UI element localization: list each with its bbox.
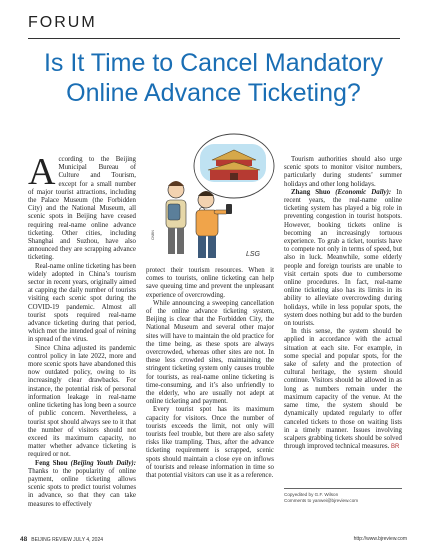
- headline-line-1: Is It Time to Cancel Mandatory: [43, 49, 384, 77]
- comments-contact[interactable]: Comments to yanwei@bjreview.com: [284, 498, 359, 503]
- section-label: FORUM: [28, 14, 97, 31]
- illustration-side-credit: CNBN: [151, 230, 155, 240]
- article-column-2: [146, 267, 274, 480]
- artist-signature: LSG: [246, 251, 261, 258]
- paragraph: protect their tourism resources. When it comes to tourists, online ticketing can help save queuing time and prevent the unpleasant experience of overcrowding.: [146, 267, 274, 299]
- headline-line-2: Online Advance Ticketing?: [66, 79, 361, 107]
- end-mark: BR: [390, 444, 400, 451]
- page-number: 48: [20, 536, 28, 543]
- paragraph: Since China adjusted its pandemic control policy in late 2022, more and more scenic spots have abandoned this now outdated policy, owing to its increasingly clear drawbacks. For instance, the potential risk of personal information leakage in real-name online ticketing has long been a source of public concern. Nevertheless, a tourist spot should always see to it that the number of visitors should not exceed its maximum capacity, no matter whether advance ticketing is required or not.: [28, 344, 136, 459]
- paragraph: [28, 460, 136, 509]
- page-footer: [20, 534, 407, 546]
- copyeditor-credit: Copyedited by G.F. Wilson: [284, 492, 339, 497]
- paragraph: [284, 328, 402, 451]
- drop-cap: A: [28, 151, 56, 193]
- paragraph: Real-name online ticketing has been widely adopted in China’s tourism sector in recent years, originally aimed at capping the daily number of tourists visiting each scenic spot during the COVID-19 pandemic. Almost all tourist spots required real-name advance ticketing during that period, which met the intended goal of reining in spread of the virus.: [28, 262, 136, 344]
- cartoon-illustration: [146, 130, 276, 266]
- commentator-name: Zhang Shuo (Economic Daily):: [291, 188, 392, 196]
- website-link[interactable]: http://www.bjreview.com: [353, 536, 407, 542]
- paragraph-text: In this sense, the system should be applied in accordance with the actual situation at each site. For example, in some special and popular spots, for the sake of safety and the protection of cultural heritage, the system should continue. Visitors should be allowed in as long as numbers remain under the maximum capacity of the venue. At the same time, the system should be dynamically updated regularly to offer canceled tickets to those on waiting lists in a timely manner. Issues involving scalpers grabbing tickets should be solved through improved technical measures.: [284, 328, 402, 451]
- headline: [20, 48, 407, 108]
- paragraph: While announcing a sweeping cancellation of the online advance ticketing system, Beijing is clear that the Forbidden City, the National Museum and several other major sites will have to maintain the old practice for the time being, as these spots are always overcrowded, whereas other sites are not. In these less crowded sites, maintaining the stringent ticketing system only causes trouble for tourists, as real-name online ticketing is time-consuming, and it’s also unfriendly to the elderly, who are usually not adept at online ticketing and payment.: [146, 299, 274, 406]
- credits-box: [284, 488, 402, 504]
- paragraph: Tourism authorities should also urge scenic spots to monitor visitor numbers, particularly during students’ summer holidays and other long holidays.: [284, 156, 402, 188]
- paragraph: Every tourist spot has its maximum capacity for visitors. Once the number of tourists exceeds the limit, not only will tourists feel trouble, but there are also safety risks like trampling. Thus, after the advance ticketing requirement is scrapped, scenic spots should maintain a close eye on inflows of tourists and release information in time so that potential visitors can use it as a reference.: [146, 406, 274, 480]
- commentator-name: Feng Shou (Beijing Youth Daily):: [35, 459, 136, 467]
- paragraph-text: ccording to the Beijing Municipal Bureau of Culture and Tourism, except for a small number of major tourist attractions, including the Palace Museum (the Forbidden City) and the National Museum, all scenic spots in Beijing have ceased requiring real-name online advance ticketing. Other cities, including Shanghai and Suzhou, have also announced they are scrapping advance ticketing.: [28, 156, 136, 262]
- paragraph-text: In recent years, the real-name online ticketing system has played a big role in preventing congestion in tourist hotspots. However, booking tickets online is becoming an increasingly tortuous experience. To grab a ticket, tourists have to compete not only in terms of speed, but also in luck. Meanwhile, some elderly people and foreign tourists are unable to visit certain spots due to cumbersome online procedures. In fact, real-name online ticketing also has its limits in its ability to alleviate overcrowding during holidays, while in less popular spots, the system does nothing but add to the burden on tourists.: [284, 188, 402, 328]
- section-header: [28, 10, 400, 39]
- paragraph: [28, 151, 136, 263]
- paragraph-text: Thanks to the popularity of online payment, online ticketing allows scenic spots to predict tourist volumes in advance, so that they can take measures to effectively: [28, 467, 136, 508]
- article-column-3: [284, 156, 402, 451]
- paragraph: [284, 189, 402, 328]
- footer-left: [20, 536, 103, 543]
- publication-date: BEIJING REVIEW JULY 4, 2024: [31, 537, 104, 543]
- article-column-1: [28, 151, 136, 509]
